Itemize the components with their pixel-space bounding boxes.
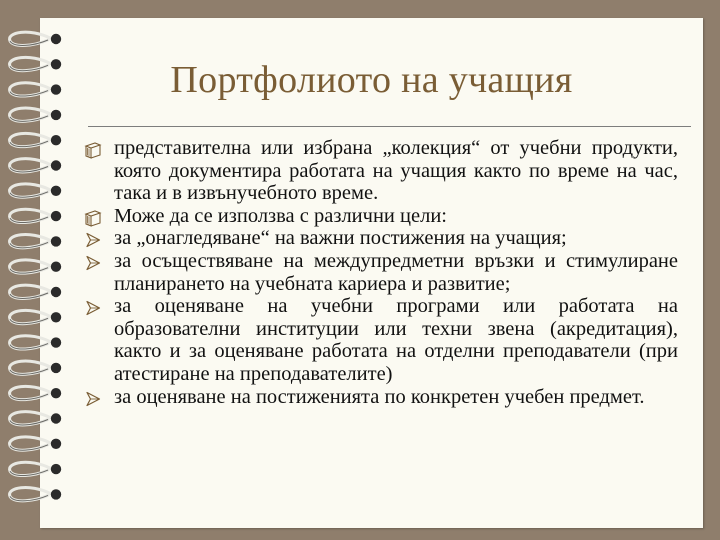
spiral-ring-icon: [10, 437, 62, 450]
arrowhead-icon: [84, 231, 102, 249]
spiral-ring-icon: [10, 336, 62, 349]
spiral-ring-icon: [10, 235, 62, 248]
arrowhead-icon: [84, 254, 102, 272]
spiral-ring-icon: [10, 412, 62, 425]
bullet-item: [84, 250, 678, 295]
slide-title: Портфолиото на учащия: [170, 59, 573, 101]
bullet-text: за осъществяване на междупредметни връзки и стимулиране планирането на учебната кариера и развитие;: [114, 249, 678, 295]
bullet-item: [84, 386, 678, 409]
spiral-ring-icon: [10, 285, 62, 298]
spiral-ring-icon: [10, 32, 62, 45]
bullet-text: представителна или избрана „колекция“ от учебни продукти, която документира работата на учащия както по време на час, така и в извънучебното време.: [114, 137, 678, 205]
spiral-ring-icon: [10, 488, 62, 501]
spiral-ring-icon: [10, 361, 62, 374]
bullet-list: [84, 137, 678, 408]
bullet-text: за оценяване на учебни програми или работата на образователни институции или техни звена (акредитация), както и за оценяване работата на отделни преподаватели (при атестиране на преподавателите): [114, 295, 678, 385]
bullet-item: [84, 227, 678, 250]
bullet-text: за „онагледяване“ на важни постижения на учащия;: [114, 227, 567, 250]
bullet-text: за оценяване на постиженията по конкретен учебен предмет.: [114, 385, 645, 408]
book-icon: [84, 141, 102, 159]
bullet-item: [84, 205, 678, 228]
spiral-ring-icon: [10, 310, 62, 323]
arrowhead-icon: [84, 299, 102, 317]
arrowhead-icon: [84, 390, 102, 408]
spiral-ring-icon: [10, 209, 62, 222]
spiral-ring-icon: [10, 159, 62, 172]
title-divider: [88, 126, 691, 127]
spiral-ring-icon: [10, 108, 62, 121]
spiral-ring-icon: [10, 184, 62, 197]
bullet-text: Може да се използва с различни цели:: [114, 204, 447, 227]
spiral-ring-icon: [10, 133, 62, 146]
spiral-ring-icon: [10, 386, 62, 399]
bullet-item: [84, 295, 678, 385]
spiral-ring-icon: [10, 462, 62, 475]
bullet-item: [84, 137, 678, 205]
spiral-ring-icon: [10, 260, 62, 273]
book-icon: [84, 209, 102, 227]
